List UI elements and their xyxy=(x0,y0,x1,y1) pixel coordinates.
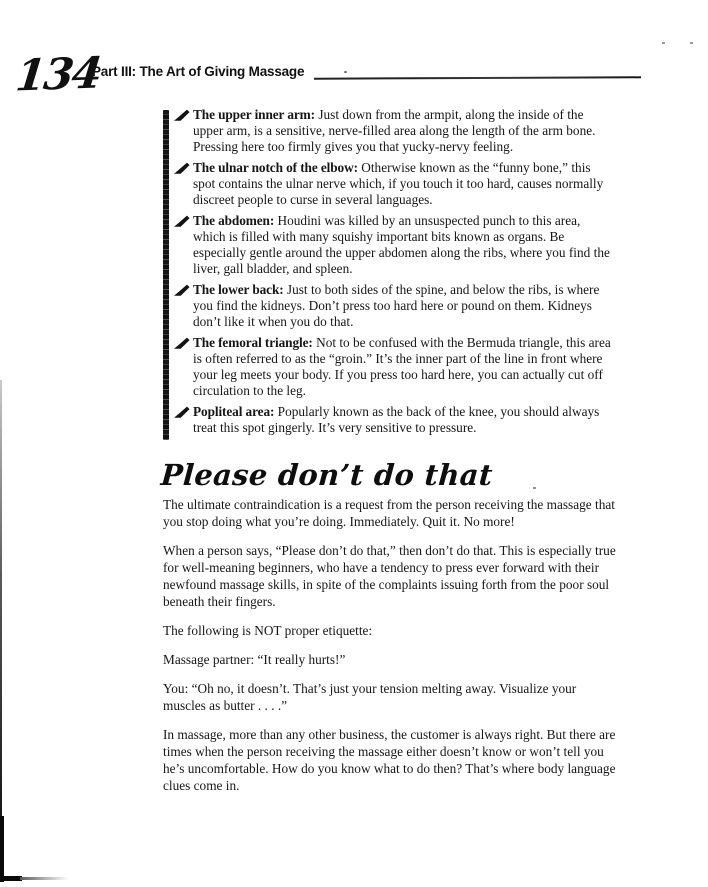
ink-speck xyxy=(533,487,536,489)
bullet-term: The ulnar notch of the elbow: xyxy=(193,160,358,175)
bullet-text: Just to both sides of the spine, and below the ribs, is where you find the kidneys. Don’t press too hard here or pound on them. Kidneys don’t like it when you do that. xyxy=(193,282,600,329)
paragraph: The ultimate contraindication is a request from the person receiving the massage that you stop doing what you’re doing. Immediately. Quit it. No more! xyxy=(163,497,615,529)
check-bullet-icon xyxy=(174,406,190,418)
bullet-text: Just down from the armpit, along the inside of the upper arm, is a sensitive, nerve-filled area along the length of the arm bone. Pressing here too firmly gives you that yucky-nervy feeling. xyxy=(193,107,596,154)
scan-corner-artifact xyxy=(0,876,22,881)
bullet-term: Popliteal area: xyxy=(193,404,275,419)
check-bullet-icon xyxy=(174,284,190,296)
bullet-list xyxy=(163,107,615,441)
ink-speck xyxy=(690,42,693,44)
list-item xyxy=(163,282,615,330)
section-heading: Please don’t do that xyxy=(159,458,494,492)
bullet-text: Houdini was killed by an unsuspected punch to this area, which is filled with many squishy important bits known as organs. Be especially gentle around the upper abdomen along the ribs, where you find the liver, gall bladder, and spleen. xyxy=(193,213,610,276)
check-bullet-icon xyxy=(174,162,190,174)
bullet-text: Popularly known as the back of the knee, you should always treat this spot gingerly. It’s very sensitive to pressure. xyxy=(193,404,600,435)
scan-corner-artifact xyxy=(0,816,4,882)
list-item xyxy=(163,160,615,208)
bullet-term: The lower back: xyxy=(193,282,284,297)
page-number: 134 xyxy=(13,48,103,102)
paragraph: Massage partner: “It really hurts!” xyxy=(163,652,346,667)
ink-speck xyxy=(662,42,665,44)
check-bullet-icon xyxy=(174,215,190,227)
running-head: Part III: The Art of Giving Massage xyxy=(92,64,305,79)
scan-corner-artifact xyxy=(20,877,68,880)
list-item xyxy=(163,404,615,436)
paragraph: The following is NOT proper etiquette: xyxy=(163,623,373,638)
list-item xyxy=(163,213,615,277)
list-item xyxy=(163,335,615,399)
bullet-term: The femoral triangle: xyxy=(193,335,313,350)
bullet-term: The abdomen: xyxy=(193,213,275,228)
check-bullet-icon xyxy=(174,109,190,121)
ink-speck xyxy=(344,71,347,73)
check-bullet-icon xyxy=(174,337,190,349)
header-rule xyxy=(314,76,641,79)
list-item xyxy=(163,107,615,155)
paragraph: You: “Oh no, it doesn’t. That’s just your tension melting away. Visualize your muscles as butter . . . .” xyxy=(163,681,577,713)
bullet-text: Not to be confused with the Bermuda triangle, this area is often referred to as the “groin.” It’s the inner part of the line in front where your leg meets your body. If you press too hard here, you can actually cut off circulation to the leg. xyxy=(193,335,611,398)
paragraph: When a person says, “Please don’t do that,” then don’t do that. This is especially true for well-meaning beginners, who have a tendency to press ever forward with their newfound massage skills, in spite of the complaints issuing forth from the poor soul beneath their fingers. xyxy=(163,543,616,609)
body-text xyxy=(163,496,621,806)
bullet-term: The upper inner arm: xyxy=(193,107,315,122)
paragraph: In massage, more than any other business, the customer is always right. But there are times when the person receiving the massage either doesn’t know or won’t tell you he’s uncomfortable. How do you know what to do then? That’s where body language clues come in. xyxy=(163,727,616,793)
scan-edge-artifact xyxy=(0,380,2,820)
bullet-text: Otherwise known as the “funny bone,” this spot contains the ulnar nerve which, if you touch it too hard, causes normally discreet people to curse in several languages. xyxy=(193,160,604,207)
